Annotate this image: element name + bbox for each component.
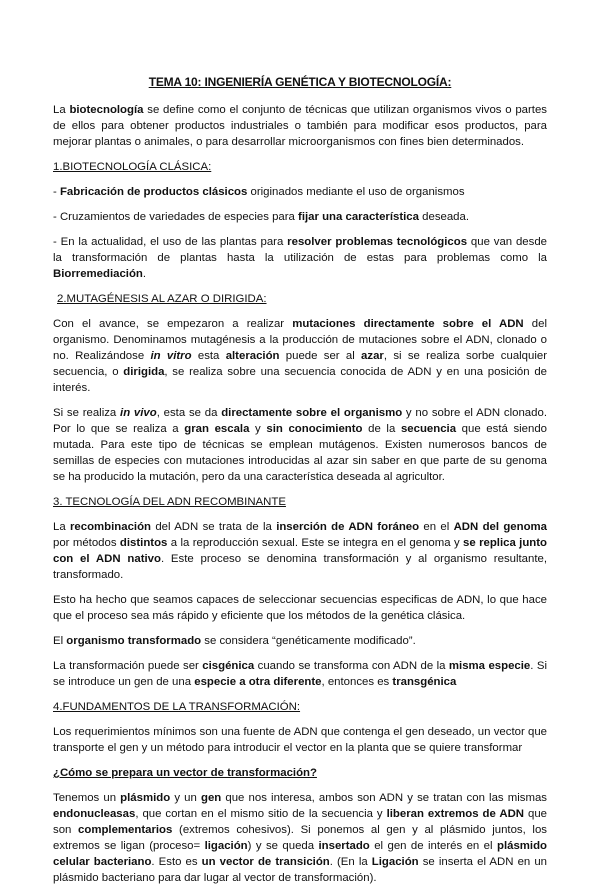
bullet-paragraph bbox=[53, 209, 547, 225]
text-run: . Si se introduce un gen de una bbox=[53, 660, 547, 688]
bold-text: misma especie bbox=[448, 660, 531, 672]
text-run: La bbox=[53, 521, 70, 533]
text-run: se considera “genéticamente modificado”. bbox=[201, 635, 416, 647]
text-run: Esto ha hecho que seamos capaces de seleccionar secuencias especificas de ADN, lo que hace que el proceso sea más rápido y eficiente que los métodos de la genética clásica. bbox=[53, 594, 547, 622]
text-run: se define como el conjunto de técnicas que utilizan organismos vivos o partes de ellos para obtener productos industriales o también para modificar esos productos, para mejorar plantas o animales, o para desarrollar microorganismos con fines bien determinados. bbox=[53, 104, 547, 148]
bold-text: biotecnología bbox=[69, 104, 144, 116]
text-run: cuando se transforma con ADN de la bbox=[254, 660, 449, 672]
bold-text: mutaciones directamente sobre el ADN bbox=[292, 318, 524, 330]
body-paragraph bbox=[53, 592, 547, 624]
section-3 bbox=[53, 494, 547, 690]
bold-text: dirigida bbox=[123, 366, 165, 378]
section-heading: 1.BIOTECNOLOGÍA CLÁSICA: bbox=[53, 161, 212, 173]
bold-text: sin conocimiento bbox=[266, 423, 363, 435]
bold-text: secuencia bbox=[400, 423, 457, 435]
text-run: - Cruzamientos de variedades de especies para bbox=[53, 211, 299, 223]
text-run: - bbox=[53, 186, 60, 198]
bold-text: Fabricación de productos clásicos bbox=[59, 186, 248, 198]
text-run: Si se realiza bbox=[53, 407, 121, 419]
section-heading: 3. TECNOLOGÍA DEL ADN RECOMBINANTE bbox=[53, 496, 286, 508]
text-run: El bbox=[53, 635, 67, 647]
body-paragraph bbox=[53, 405, 547, 485]
bold-text: directamente sobre el organismo bbox=[221, 407, 403, 419]
text-run: . Esto es bbox=[151, 856, 202, 868]
document-title: TEMA 10: INGENIERÍA GENÉTICA Y BIOTECNOLOGÍA: bbox=[148, 75, 452, 89]
bold-text: un vector de transición bbox=[201, 856, 330, 868]
bold-text: ADN del genoma bbox=[453, 521, 548, 533]
text-run: puede ser al bbox=[279, 350, 362, 362]
bold-text: azar bbox=[361, 350, 384, 362]
text-run: Con el avance, se empezaron a realizar bbox=[53, 318, 293, 330]
bold-text: alteración bbox=[225, 350, 280, 362]
bold-text: gran escala bbox=[184, 423, 250, 435]
text-run: . Este proceso se denomina transformación y al organismo resultante, transformado. bbox=[53, 553, 547, 581]
text-run: del organismo. Denominamos mutagénesis a la producción de mutaciones sobre el ADN, clonado o no. Realizándose bbox=[53, 318, 547, 362]
text-run: , esta se da bbox=[156, 407, 222, 419]
text-run: . bbox=[142, 268, 147, 280]
text-run: que nos interesa, ambos son ADN y se tratan con las mismas bbox=[221, 792, 547, 804]
body-paragraph bbox=[53, 633, 547, 649]
bold-text: se replica junto con el ADN nativo bbox=[53, 537, 548, 565]
body-paragraph bbox=[53, 790, 547, 886]
text-run: (extremos cohesivos). Si ponemos al gen y al plásmido juntos, los extremos se ligan (proceso= bbox=[53, 824, 547, 852]
bold-italic-text: in vivo bbox=[120, 407, 157, 419]
text-run: deseada. bbox=[418, 211, 470, 223]
section-heading: 4.FUNDAMENTOS DE LA TRANSFORMACIÓN: bbox=[53, 701, 301, 713]
text-run: Los requerimientos mínimos son una fuente de ADN que contenga el gen deseado, un vector que transporte el gen y un método para introducir el vector en la planta que se quiere transformar bbox=[53, 726, 547, 754]
bullet-paragraph bbox=[53, 234, 547, 282]
bold-text: complementarios bbox=[78, 824, 173, 836]
section-4 bbox=[53, 699, 547, 886]
bold-text: recombinación bbox=[69, 521, 152, 533]
bold-text: resolver problemas tecnológicos bbox=[287, 236, 468, 248]
text-run: , se realiza sobre una secuencia conocida de ADN y en una posición de interés. bbox=[53, 366, 547, 394]
bold-text: plásmido bbox=[120, 792, 171, 804]
text-run: y no sobre el ADN clonado. Por lo que se realiza a bbox=[53, 407, 547, 435]
body-paragraph bbox=[53, 724, 547, 756]
bold-text: endonucleasas bbox=[53, 808, 136, 820]
bold-text: Ligación bbox=[371, 856, 419, 868]
text-run: a la reproducción sexual. Este se integra en el genoma y bbox=[167, 537, 464, 549]
bold-text: plásmido celular bacteriano bbox=[53, 840, 547, 868]
section-2 bbox=[53, 291, 547, 485]
bold-text: distintos bbox=[119, 537, 168, 549]
bold-text: fijar una característica bbox=[298, 211, 419, 223]
bold-italic-text: in vitro bbox=[150, 350, 192, 362]
question-heading: ¿Cómo se prepara un vector de transformación? bbox=[53, 767, 317, 779]
bold-text: ligación bbox=[204, 840, 248, 852]
bold-text: gen bbox=[200, 792, 222, 804]
text-run: La transformación puede ser bbox=[53, 660, 203, 672]
bold-text: cisgénica bbox=[202, 660, 255, 672]
bullet-paragraph bbox=[53, 184, 547, 200]
bold-text: transgénica bbox=[392, 676, 457, 688]
intro-paragraph bbox=[53, 102, 547, 150]
text-run: en el bbox=[419, 521, 454, 533]
text-run: . (En la bbox=[329, 856, 372, 868]
body-paragraph bbox=[53, 519, 547, 583]
bold-text: especie a otra diferente bbox=[194, 676, 322, 688]
section-1 bbox=[53, 159, 547, 282]
body-paragraph bbox=[53, 316, 547, 396]
body-paragraph bbox=[53, 658, 547, 690]
text-run: - En la actualidad, el uso de las plantas para bbox=[53, 236, 288, 248]
text-run: , si se realiza sorbe cualquier secuencia, o bbox=[53, 350, 548, 378]
bold-text: inserción de ADN foráneo bbox=[276, 521, 420, 533]
text-run: esta bbox=[191, 350, 226, 362]
bold-text: Biorremediación bbox=[53, 268, 143, 280]
text-run: y un bbox=[170, 792, 201, 804]
text-run: que está siendo mutada. Para este tipo de técnicas se emplean mutágenos. Existen numerosos bancos de semillas de especies con mutaciones introducidas al azar sin saber en que parte de su genoma se ha producido la mutación, pero da una característica deseada al agricultor. bbox=[53, 423, 548, 483]
text-run: que son bbox=[53, 808, 547, 836]
document-page bbox=[53, 74, 547, 895]
text-run: se inserta el ADN en un plásmido bacteriano para dar lugar al vector de transformación). bbox=[53, 856, 547, 884]
text-run: del ADN se trata de la bbox=[151, 521, 277, 533]
text-run: , que cortan en el mismo sitio de la secuencia y bbox=[135, 808, 387, 820]
bold-text: organismo transformado bbox=[66, 635, 202, 647]
bold-text: insertado bbox=[318, 840, 370, 852]
text-run: , entonces es bbox=[321, 676, 393, 688]
section-heading: 2.MUTAGÉNESIS AL AZAR O DIRIGIDA: bbox=[57, 293, 267, 305]
text-run: el gen de interés en el bbox=[369, 840, 497, 852]
text-run: La bbox=[53, 104, 70, 116]
text-run: y bbox=[249, 423, 267, 435]
text-run: de la bbox=[362, 423, 401, 435]
text-run: por métodos bbox=[53, 537, 120, 549]
text-run: originados mediante el uso de organismos bbox=[247, 186, 465, 198]
bold-text: liberan extremos de ADN bbox=[386, 808, 525, 820]
text-run: ) y se queda bbox=[247, 840, 319, 852]
text-run: Tenemos un bbox=[53, 792, 121, 804]
text-run: que van desde la transformación de plantas hasta la utilización de estas para problemas como la bbox=[53, 236, 548, 264]
